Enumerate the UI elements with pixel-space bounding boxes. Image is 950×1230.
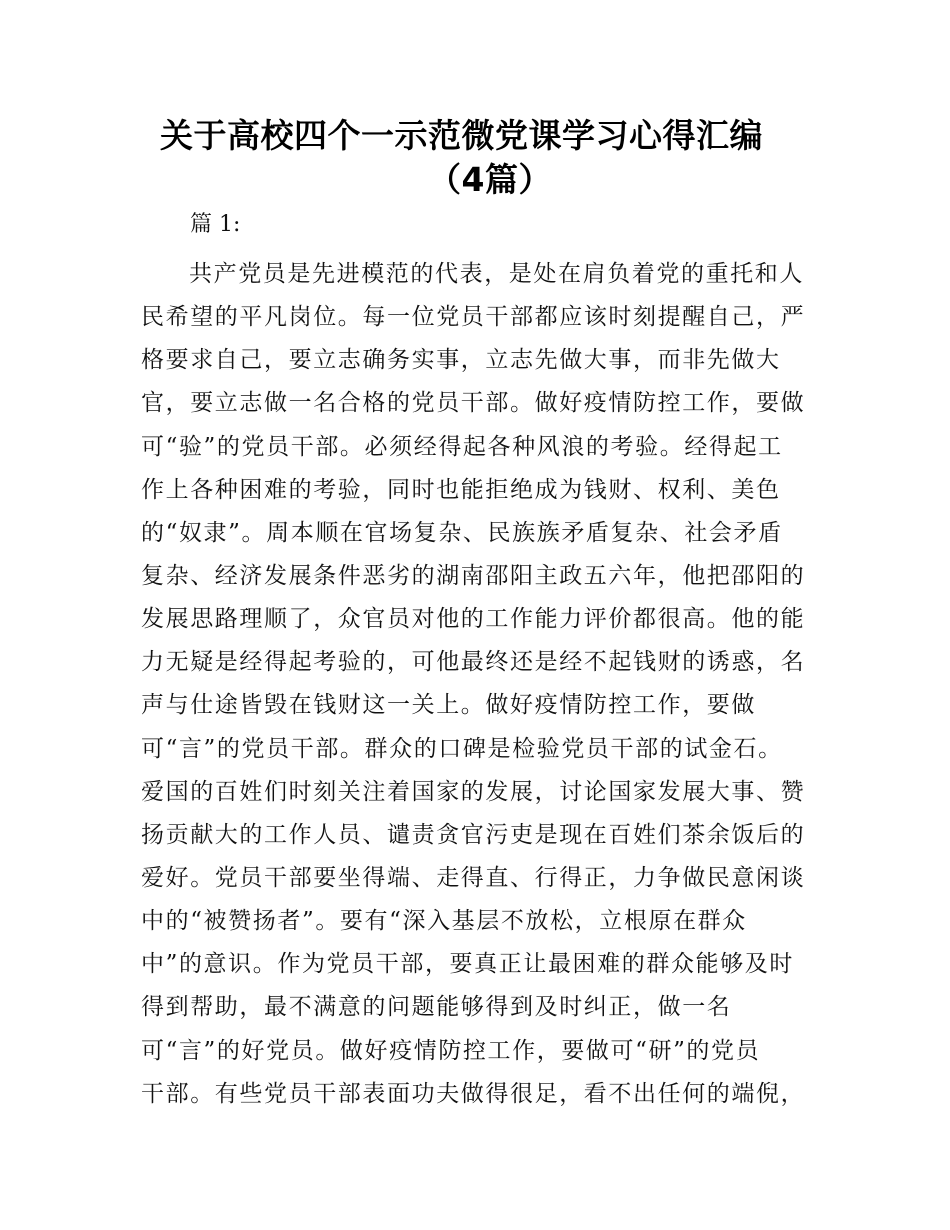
body-line: 格要求自己，要立志确务实事，立志先做大事，而非先做大	[141, 347, 781, 374]
body-line: 爱好。党员干部要坐得端、走得直、行得正，力争做民意闲谈	[141, 864, 806, 891]
section-label: 篇 1:	[190, 212, 241, 237]
body-line: 得到帮助，最不满意的问题能够得到及时纠正，做一名	[141, 994, 732, 1021]
body-line: 爱国的百姓们时刻关注着国家的发展，讨论国家发展大事、赞	[141, 778, 806, 805]
document-title-line-1: 关于高校四个一示范微党课学习心得汇编	[160, 116, 763, 155]
body-line: 发展思路理顺了，众官员对他的工作能力评价都很高。他的能	[141, 606, 806, 633]
body-line: 声与仕途皆毁在钱财这一关上。做好疫情防控工作，要做	[141, 692, 756, 719]
body-line: 可“言”的好党员。做好疫情防控工作，要做可“研”的党员	[141, 1037, 761, 1064]
body-line: 扬贡献大的工作人员、谴责贪官污吏是现在百姓们茶余饭后的	[141, 821, 806, 848]
body-line: 复杂、经济发展条件恶劣的湖南邵阳主政五六年，他把邵阳的	[141, 562, 806, 589]
body-line: 作上各种困难的考验，同时也能拒绝成为钱财、权利、美色	[141, 476, 781, 503]
document-title-line-2: （4篇）	[428, 160, 552, 199]
body-line: 可“言”的党员干部。群众的口碑是检验党员干部的试金石。	[141, 735, 783, 762]
body-line: 的“奴隶”。周本顺在官场复杂、民族族矛盾复杂、社会矛盾	[141, 519, 783, 546]
body-line: 共产党员是先进模范的代表，是处在肩负着党的重托和人	[189, 261, 804, 287]
body-line: 民希望的平凡岗位。每一位党员干部都应该时刻提醒自己，严	[141, 304, 806, 331]
body-line: 干部。有些党员干部表面功夫做得很足，看不出任何的端倪，	[141, 1080, 806, 1107]
body-line: 可“验”的党员干部。必须经得起各种风浪的考验。经得起工	[141, 433, 783, 460]
body-line: 力无疑是经得起考验的，可他最终还是经不起钱财的诱惑，名	[141, 649, 806, 676]
body-line: 官，要立志做一名合格的党员干部。做好疫情防控工作，要做	[141, 390, 806, 417]
body-line: 中”的意识。作为党员干部，要真正让最困难的群众能够及时	[141, 951, 794, 978]
body-line: 中的“被赞扬者”。要有“深入基层不放松，立根原在群众	[141, 908, 747, 935]
body-text	[141, 253, 821, 1116]
